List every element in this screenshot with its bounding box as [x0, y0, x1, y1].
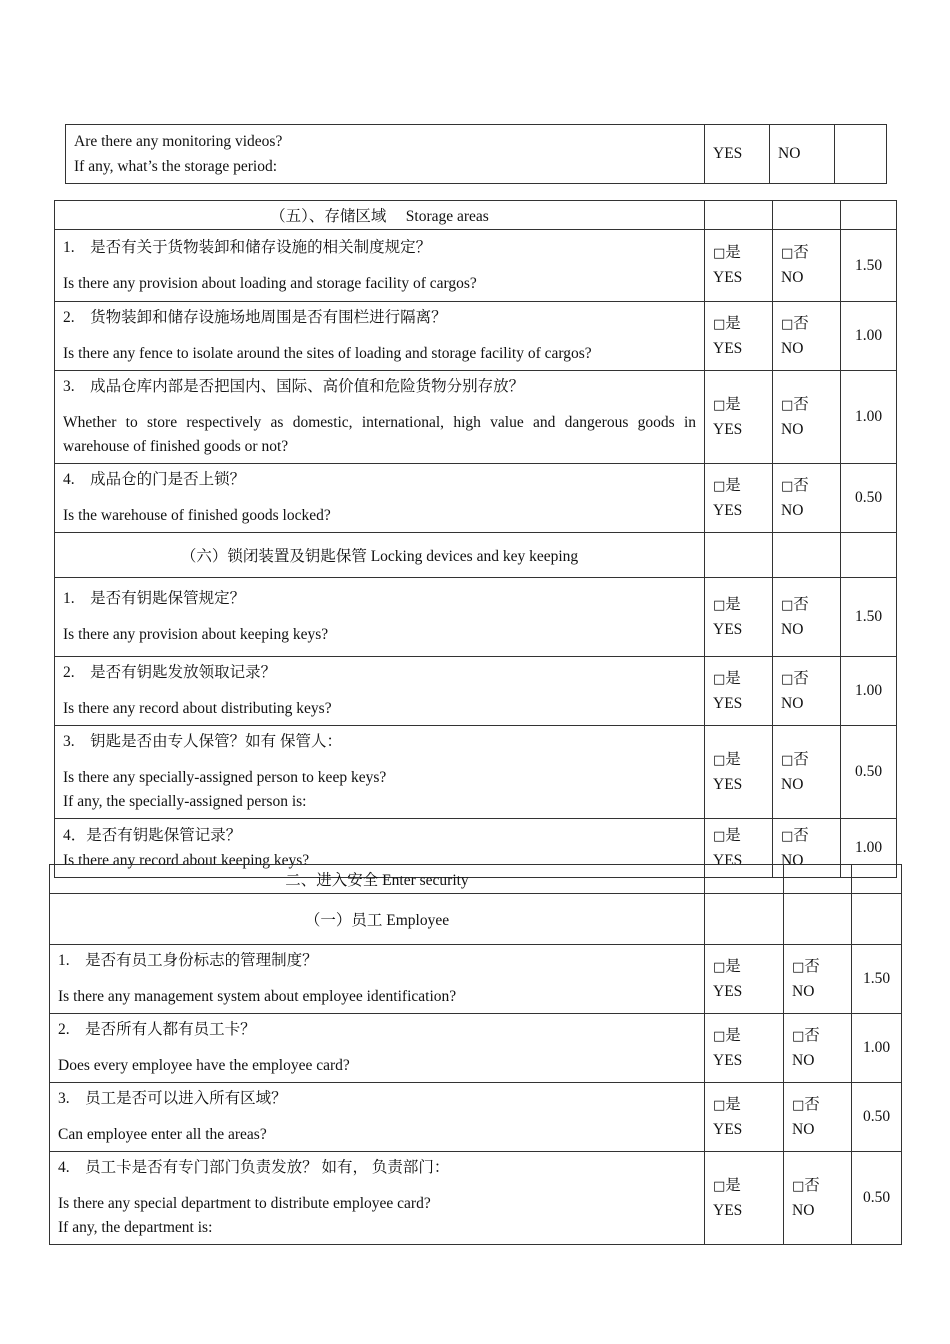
- question-zh: 2. 是否所有人都有员工卡？: [58, 1021, 256, 1038]
- table-row: [55, 230, 897, 302]
- monitoring-yes: YES: [705, 125, 770, 184]
- checkbox-icon: □: [713, 246, 726, 261]
- yes-checkbox[interactable]: □是 YES: [705, 657, 773, 726]
- yes-checkbox[interactable]: □是 YES: [705, 230, 773, 302]
- monitoring-table: [65, 124, 887, 184]
- checkbox-icon: □: [713, 1028, 726, 1044]
- no-checkbox[interactable]: □否 NO: [773, 657, 841, 726]
- table-row: [55, 302, 897, 371]
- question-en-followup: If any, the department is:: [58, 1219, 213, 1236]
- checkbox-icon: □: [781, 752, 794, 768]
- question-en: Is the warehouse of finished goods locked?: [63, 507, 331, 524]
- question-en-followup: If any, the specially-assigned person is:: [63, 793, 307, 810]
- checkbox-icon: □: [792, 1178, 805, 1194]
- section-title-enter-security: 二、进入安全 Enter security: [50, 865, 705, 894]
- table-row: [55, 657, 897, 726]
- checkbox-icon: □: [781, 246, 794, 261]
- checkbox-icon: □: [781, 828, 794, 844]
- monitoring-score: [835, 125, 887, 184]
- checkbox-icon: □: [781, 597, 794, 613]
- section-header-row: [50, 894, 902, 945]
- question-en: Does every employee have the employee card?: [58, 1057, 350, 1074]
- question-cell: [55, 464, 705, 533]
- yes-checkbox[interactable]: □是 YES: [705, 371, 773, 464]
- score-cell: 1.00: [841, 657, 897, 726]
- no-checkbox[interactable]: □否 NO: [784, 945, 852, 1014]
- section-header-row: [55, 533, 897, 578]
- question-zh: 2. 是否有钥匙发放领取记录？: [63, 664, 277, 681]
- question-en: Is there any provision about keeping keys?: [63, 626, 329, 643]
- score-cell: 1.50: [852, 945, 902, 1014]
- checkbox-icon: □: [713, 1178, 726, 1194]
- score-cell: 0.50: [841, 464, 897, 533]
- section-title-locking: （六）锁闭装置及钥匙保管 Locking devices and key keeping: [55, 533, 705, 578]
- table-row: [55, 464, 897, 533]
- question-en: Is there any management system about employee identification?: [58, 988, 457, 1005]
- score-cell: 1.00: [841, 302, 897, 371]
- monitoring-question: [66, 125, 705, 184]
- section-title-storage: （五）、存储区域 Storage areas: [55, 201, 705, 230]
- score-cell: 1.00: [841, 371, 897, 464]
- no-checkbox[interactable]: □否 NO: [784, 1014, 852, 1083]
- question-zh: 3. 钥匙是否由专人保管？如有 保管人：: [63, 733, 343, 750]
- question-en: Whether to store respectively as domestic, international, high value and dangerous goods in warehouse of finished goods or not?: [63, 414, 696, 455]
- no-checkbox[interactable]: □否 NO: [784, 1083, 852, 1152]
- question-en: Is there any specially-assigned person to keep keys?: [63, 769, 387, 786]
- question-en: Is there any record about distributing keys?: [63, 700, 332, 717]
- question-zh: 1. 是否有关于货物装卸和储存设施的相关制度规定？: [63, 238, 432, 256]
- checkbox-icon: □: [713, 316, 726, 332]
- table-row: [50, 945, 902, 1014]
- no-checkbox[interactable]: □否 NO: [773, 464, 841, 533]
- table-row: [50, 1152, 902, 1245]
- no-checkbox[interactable]: □否 NO: [773, 230, 841, 302]
- table-row: [55, 726, 897, 819]
- score-cell: 1.00: [852, 1014, 902, 1083]
- no-checkbox[interactable]: □否 NO: [773, 819, 841, 878]
- checkbox-icon: □: [713, 597, 726, 613]
- question-en: Is there any special department to distribute employee card?: [58, 1195, 431, 1212]
- table-row: [55, 578, 897, 657]
- checkbox-icon: □: [713, 752, 726, 768]
- section-header-row: [50, 865, 902, 894]
- score-cell: 1.00: [841, 819, 897, 878]
- question-cell: [55, 230, 705, 302]
- no-checkbox[interactable]: □否 NO: [784, 1152, 852, 1245]
- yes-checkbox[interactable]: □是 YES: [705, 1152, 784, 1245]
- question-zh: 3. 成品仓库内部是否把国内、国际、高价值和危险货物分别存放？: [63, 378, 525, 395]
- question-cell: [50, 1152, 705, 1245]
- section-title-employee: （一）员工 Employee: [50, 894, 705, 945]
- checkbox-icon: □: [781, 316, 794, 332]
- score-cell: 0.50: [852, 1152, 902, 1245]
- score-cell: 0.50: [841, 726, 897, 819]
- question-zh: 4. 员工卡是否有专门部门负责发放？ 如有， 负责部门：: [58, 1159, 450, 1176]
- checkbox-icon: □: [713, 478, 726, 494]
- question-cell: [55, 578, 705, 657]
- question-cell: [55, 726, 705, 819]
- checkbox-icon: □: [792, 959, 805, 975]
- checkbox-icon: □: [713, 671, 726, 687]
- monitoring-no: NO: [770, 125, 835, 184]
- question-zh: 3. 员工是否可以进入所有区域？: [58, 1090, 287, 1107]
- question-en: Can employee enter all the areas?: [58, 1126, 267, 1143]
- question-cell: [50, 945, 705, 1014]
- no-checkbox[interactable]: □否 NO: [773, 726, 841, 819]
- question-cell: [55, 302, 705, 371]
- score-cell: 1.50: [841, 230, 897, 302]
- checkbox-icon: □: [713, 1097, 726, 1113]
- question-en: Is there any provision about loading and storage facility of cargos?: [63, 274, 477, 292]
- checkbox-icon: □: [792, 1028, 805, 1044]
- section-header-row: [55, 201, 897, 230]
- question-zh: 1. 是否有员工身份标志的管理制度？: [58, 952, 318, 969]
- yes-checkbox[interactable]: □是 YES: [705, 819, 773, 878]
- score-cell: 1.50: [841, 578, 897, 657]
- table-row: [55, 371, 897, 464]
- no-checkbox[interactable]: □否 NO: [773, 578, 841, 657]
- checkbox-icon: □: [781, 478, 794, 494]
- question-cell: [55, 371, 705, 464]
- checkbox-icon: □: [713, 397, 726, 413]
- question-zh: 4. 成品仓的门是否上锁？: [63, 471, 246, 488]
- question-zh: 4．是否有钥匙保管记录？: [63, 827, 242, 844]
- yes-checkbox[interactable]: □是 YES: [705, 945, 784, 1014]
- checkbox-icon: □: [792, 1097, 805, 1113]
- monitoring-question-line1: Are there any monitoring videos?: [74, 133, 283, 150]
- table-row: [50, 1014, 902, 1083]
- yes-checkbox[interactable]: □是 YES: [705, 726, 773, 819]
- question-cell: [55, 657, 705, 726]
- yes-checkbox[interactable]: □是 YES: [705, 1083, 784, 1152]
- checkbox-icon: □: [781, 671, 794, 687]
- question-cell: [50, 1014, 705, 1083]
- score-cell: 0.50: [852, 1083, 902, 1152]
- question-en: Is there any fence to isolate around the sites of loading and storage facility of cargos?: [63, 345, 592, 362]
- table-row: [50, 1083, 902, 1152]
- question-zh: 2. 货物装卸和储存设施场地周围是否有围栏进行隔离？: [63, 309, 447, 326]
- question-zh: 1. 是否有钥匙保管规定？: [63, 590, 246, 607]
- question-en: Is there any record about keeping keys?: [63, 852, 310, 869]
- checkbox-icon: □: [713, 959, 726, 975]
- question-cell: [50, 1083, 705, 1152]
- monitoring-question-line2: If any, what’s the storage period:: [74, 158, 278, 175]
- checkbox-icon: □: [781, 397, 794, 413]
- yes-checkbox[interactable]: □是 YES: [705, 578, 773, 657]
- no-checkbox[interactable]: □否 NO: [773, 371, 841, 464]
- yes-checkbox[interactable]: □是 YES: [705, 302, 773, 371]
- yes-checkbox[interactable]: □是 YES: [705, 464, 773, 533]
- checkbox-icon: □: [713, 828, 726, 844]
- enter-security-table: [49, 864, 902, 1245]
- yes-checkbox[interactable]: □是 YES: [705, 1014, 784, 1083]
- no-checkbox[interactable]: □否 NO: [773, 302, 841, 371]
- storage-locking-table: [54, 200, 897, 878]
